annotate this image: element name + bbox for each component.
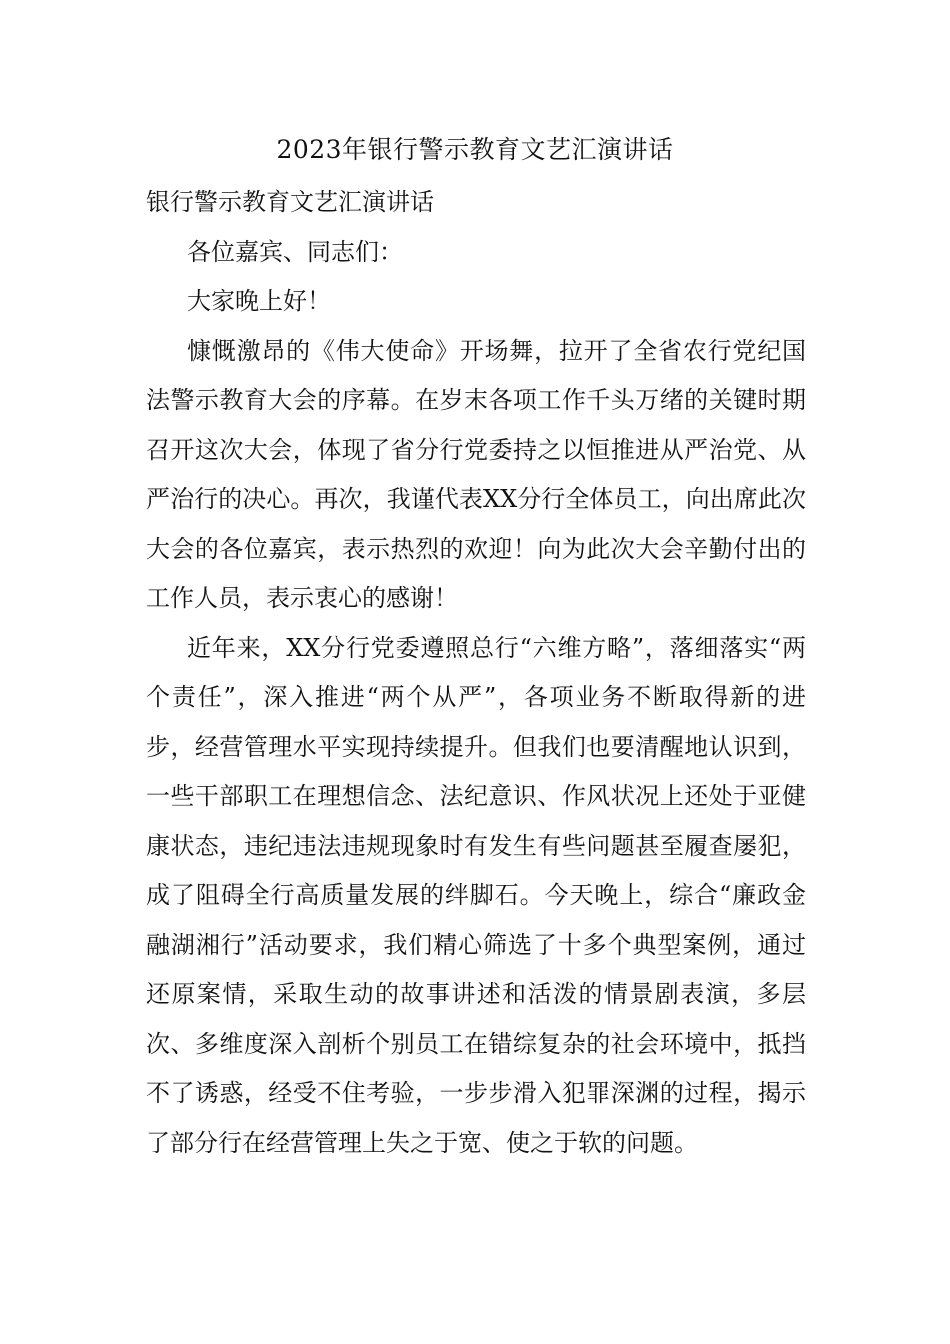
document-subtitle: 银行警示教育文艺汇演讲话	[146, 188, 434, 216]
document-title: 2023年银行警示教育文艺汇演讲话	[276, 135, 674, 164]
salutation: 大家晚上好！	[187, 287, 331, 315]
document-body	[146, 178, 806, 1168]
body-paragraph: 近年来，XX分行党委遵照总行“六维方略”，落细落实“两个责任”，深入推进“两个从严”，各项业务不断取得新的进步，经营管理水平实现持续提升。但我们也要清醒地认识到，一些干部职工在理想信念、法纪意识、作风状况上还处于亚健康状态，违纪违法违规现象时有发生有些问题甚至履查屡犯，成了阻碍全行高质量发展的绊脚石。今天晚上，综合“廉政金融湖湘行”活动要求，我们精心筛选了十多个典型案例，通过还原案情，采取生动的故事讲述和活泼的情景剧表演，多层次、多维度深入剖析个别员工在错综复杂的社会环境中，抵挡不了诱惑，经受不住考验，一步步滑入犯罪深渊的过程，揭示了部分行在经营管理上失之于宽、使之于软的问题。	[146, 633, 806, 1157]
greeting: 各位嘉宾、同志们：	[187, 237, 403, 266]
body-paragraph: 慷慨激昂的《伟大使命》开场舞，拉开了全省农行党纪国法警示教育大会的序幕。在岁末各项工作千头万绪的关键时期召开这次大会，体现了省分行党委持之以恒推进从严治党、从严治行的决心。再次，我谨代表XX分行全体员工，向出席此次大会的各位嘉宾，表示热烈的欢迎！向为此次大会辛勤付出的工作人员，表示衷心的感谢！	[146, 336, 806, 612]
